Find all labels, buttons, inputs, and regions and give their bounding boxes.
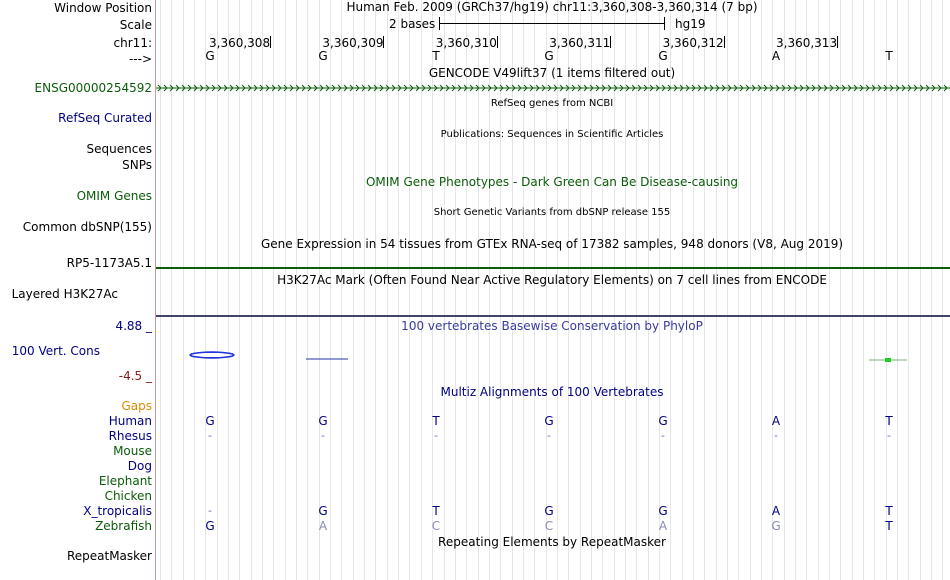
coordinate-tick-label: 3,360,311 [549,36,611,50]
coordinate-tick-label: 3,360,312 [662,36,724,50]
gencode-gene-label[interactable]: ENSG00000254592 [34,81,152,95]
species-label[interactable]: Rhesus [108,429,152,443]
rp5-gene-feature[interactable] [156,267,950,269]
conservation-plot[interactable] [156,340,950,380]
alignment-base: G [205,414,215,428]
repeatmasker-track-title: Repeating Elements by RepeatMasker [438,535,666,549]
reference-base: T [885,49,893,63]
alignment-gap: - [547,429,551,442]
alignment-base: G [544,504,554,518]
alignment-base: A [771,504,781,518]
coordinate-tick-mark [497,36,498,48]
omim-track-label[interactable]: OMIM Genes [76,189,152,203]
coordinate-tick-label: 3,360,313 [776,36,838,50]
alignment-base: G [318,504,328,518]
dbsnp-track-label[interactable]: Common dbSNP(155) [22,220,152,234]
omim-track-title: OMIM Gene Phenotypes - Dark Green Can Be Disease-causing [365,175,739,189]
snps-track-label[interactable]: SNPs [122,158,152,172]
refseq-track-title: RefSeq genes from NCBI [490,98,614,109]
assembly-label: hg19 [675,17,706,31]
scale-bar [439,17,665,30]
reference-base: T [432,49,440,63]
phylop-track-title: 100 vertebrates Basewise Conservation by PhyloP [401,319,703,333]
scale-label: Scale [119,18,152,32]
coordinate-tick-mark [383,36,384,48]
alignment-base: C [431,519,441,533]
strand-arrow-label: ---> [128,52,152,66]
alignment-base: G [658,504,668,518]
alignment-base: T [432,504,440,518]
alignment-base: T [885,414,893,428]
alignment-base: G [544,414,554,428]
publications-track-title: Publications: Sequences in Scientific Articles [440,129,664,140]
conservation-track-label[interactable]: 100 Vert. Cons [11,344,100,358]
alignment-base: C [544,519,554,533]
h3k27ac-track-label[interactable]: Layered H3K27Ac [11,287,118,301]
label-separator [155,0,156,580]
alignment-base: G [658,414,668,428]
multiz-track-title: Multiz Alignments of 100 Vertebrates [440,385,664,399]
track-labels-column [0,0,155,580]
rp5-gene-label[interactable]: RP5-1173A5.1 [66,256,152,270]
species-label[interactable]: Chicken [104,489,152,503]
species-label[interactable]: Elephant [98,474,152,488]
h3k27ac-track-title: H3K27Ac Mark (Often Found Near Active Regulatory Elements) on 7 cell lines from ENCODE [277,273,827,287]
reference-base: G [658,49,668,63]
alignment-base: A [318,519,328,533]
alignment-gap: - [208,429,212,442]
coordinate-tick-mark [837,36,838,48]
species-label[interactable]: Human [108,414,152,428]
coordinate-tick-mark [724,36,725,48]
gencode-track-title: GENCODE V49lift37 (1 items filtered out) [428,66,676,80]
sequences-track-label[interactable]: Sequences [86,142,152,156]
dbsnp-track-title: Short Genetic Variants from dbSNP release 155 [433,207,671,218]
conservation-max-label: 4.88 _ [115,319,152,333]
conservation-min-label: -4.5 _ [118,369,152,383]
reference-base: A [771,49,781,63]
window-position-label: Window Position [54,1,152,15]
alignment-base: G [318,414,328,428]
h3k27ac-signal-line [156,315,950,317]
reference-base: G [318,49,328,63]
gaps-label: Gaps [121,399,152,413]
chrom-label: chr11: [113,36,152,50]
coordinate-tick-label: 3,360,310 [435,36,497,50]
alignment-gap: - [321,429,325,442]
refseq-track-label[interactable]: RefSeq Curated [58,111,152,125]
alignment-base: A [771,414,781,428]
coordinate-tick-mark [270,36,271,48]
coordinate-tick-label: 3,360,309 [322,36,384,50]
gencode-gene-feature[interactable] [156,81,950,95]
scale-bar-label: 2 bases [389,17,436,31]
repeatmasker-track-label[interactable]: RepeatMasker [66,549,152,563]
alignment-gap: - [661,429,665,442]
species-label[interactable]: Zebrafish [95,519,152,533]
species-label[interactable]: X_tropicalis [83,504,152,518]
reference-base: G [544,49,554,63]
alignment-gap: - [887,429,891,442]
alignment-base: T [885,504,893,518]
alignment-base: T [432,414,440,428]
alignment-base: G [771,519,781,533]
gtex-track-title: Gene Expression in 54 tissues from GTEx RNA-seq of 17382 samples, 948 donors (V8, Aug 2019) [260,237,844,251]
species-label[interactable]: Dog [127,459,152,473]
track-panel[interactable] [156,0,950,580]
alignment-base: T [885,519,893,533]
alignment-gap: - [208,504,212,517]
coordinate-tick-label: 3,360,308 [209,36,271,50]
alignment-gap: - [774,429,778,442]
alignment-base: G [205,519,215,533]
species-label[interactable]: Mouse [113,444,152,458]
coordinate-tick-mark [610,36,611,48]
reference-base: G [205,49,215,63]
alignment-gap: - [434,429,438,442]
alignment-base: A [658,519,668,533]
position-title: Human Feb. 2009 (GRCh37/hg19) chr11:3,360,308-3,360,314 (7 bp) [346,0,758,14]
